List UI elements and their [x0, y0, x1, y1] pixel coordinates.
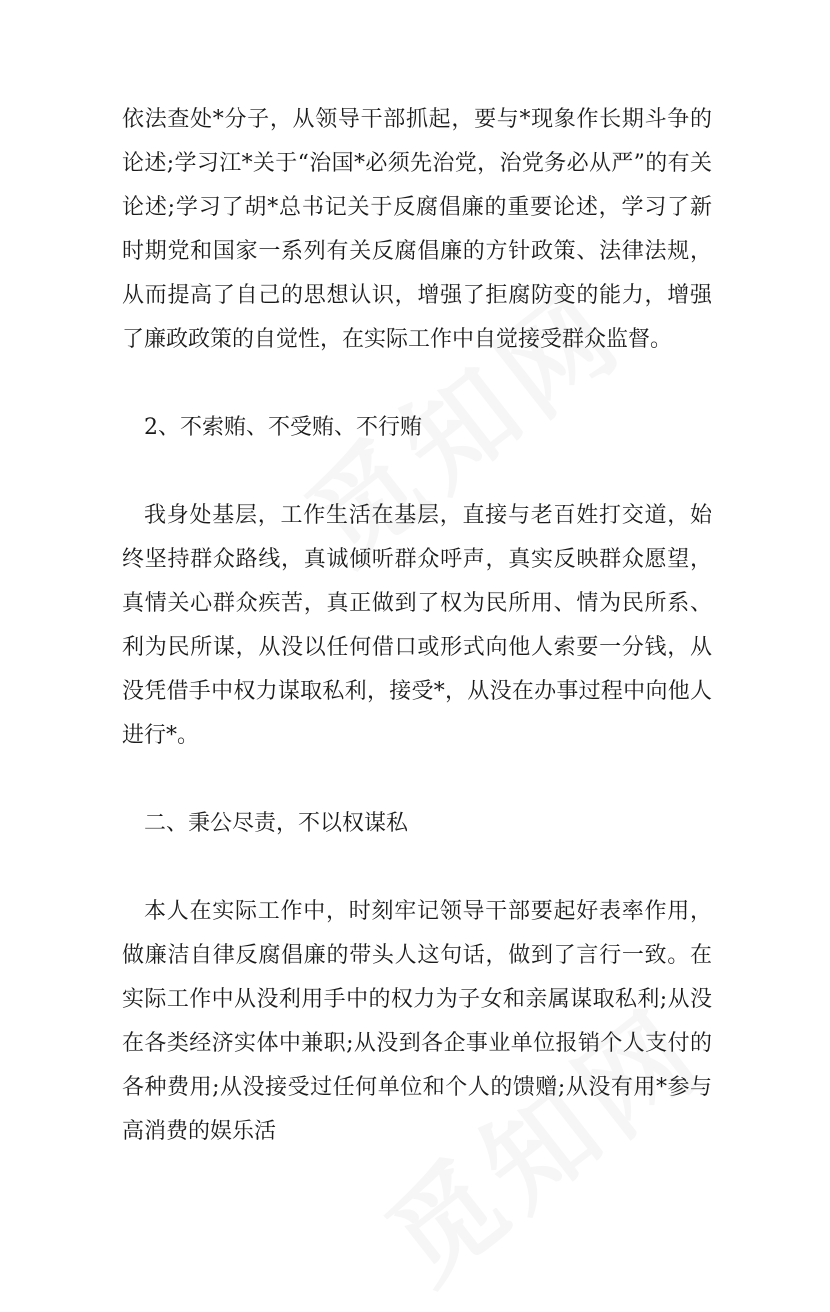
paragraph-grassroots: 我身处基层，工作生活在基层，直接与老百姓打交道，始终坚持群众路线，真诚倾听群众呼声，真实反映群众愿望，真情关心群众疾苦，真正做到了权为民所用、情为民所系、利为民所谋，从没以任何借口或形式向他人索要一分钱，从没凭借手中权力谋取私利，接受*，从没在办事过程中向他人进行*。 — [122, 503, 712, 748]
paragraph-self-discipline: 本人在实际工作中，时刻牢记领导干部要起好表率作用，做廉洁自律反腐倡廉的带头人这句话，做到了言行一致。在实际工作中从没利用手中的权力为子女和亲属谋取私利;从没在各类经济实体中兼职;从没到各企事业单位报销个人支付的各种费用;从没接受过任何单位和个人的馈赠;从没有用*参与高消费的娱乐活 — [122, 899, 712, 1144]
section-heading-no-bribery: 2、不索贿、不受贿、不行贿 — [144, 415, 422, 440]
paragraph-continuation: 依法查处*分子，从领导干部抓起，要与*现象作长期斗争的论述;学习江*关于“治国*必须先治党，治党务必从严”的有关论述;学习了胡*总书记关于反腐倡廉的重要论述，学习了新时期党和国家一系列有关反腐倡廉的方针政策、法律法规，从而提高了自己的思想认识，增强了拒腐防变的能力，增强了廉政政策的自觉性，在实际工作中自觉接受群众监督。 — [122, 107, 712, 352]
document-body — [122, 98, 712, 1154]
section-heading-duty: 二、秉公尽责，不以权谋私 — [144, 811, 409, 836]
